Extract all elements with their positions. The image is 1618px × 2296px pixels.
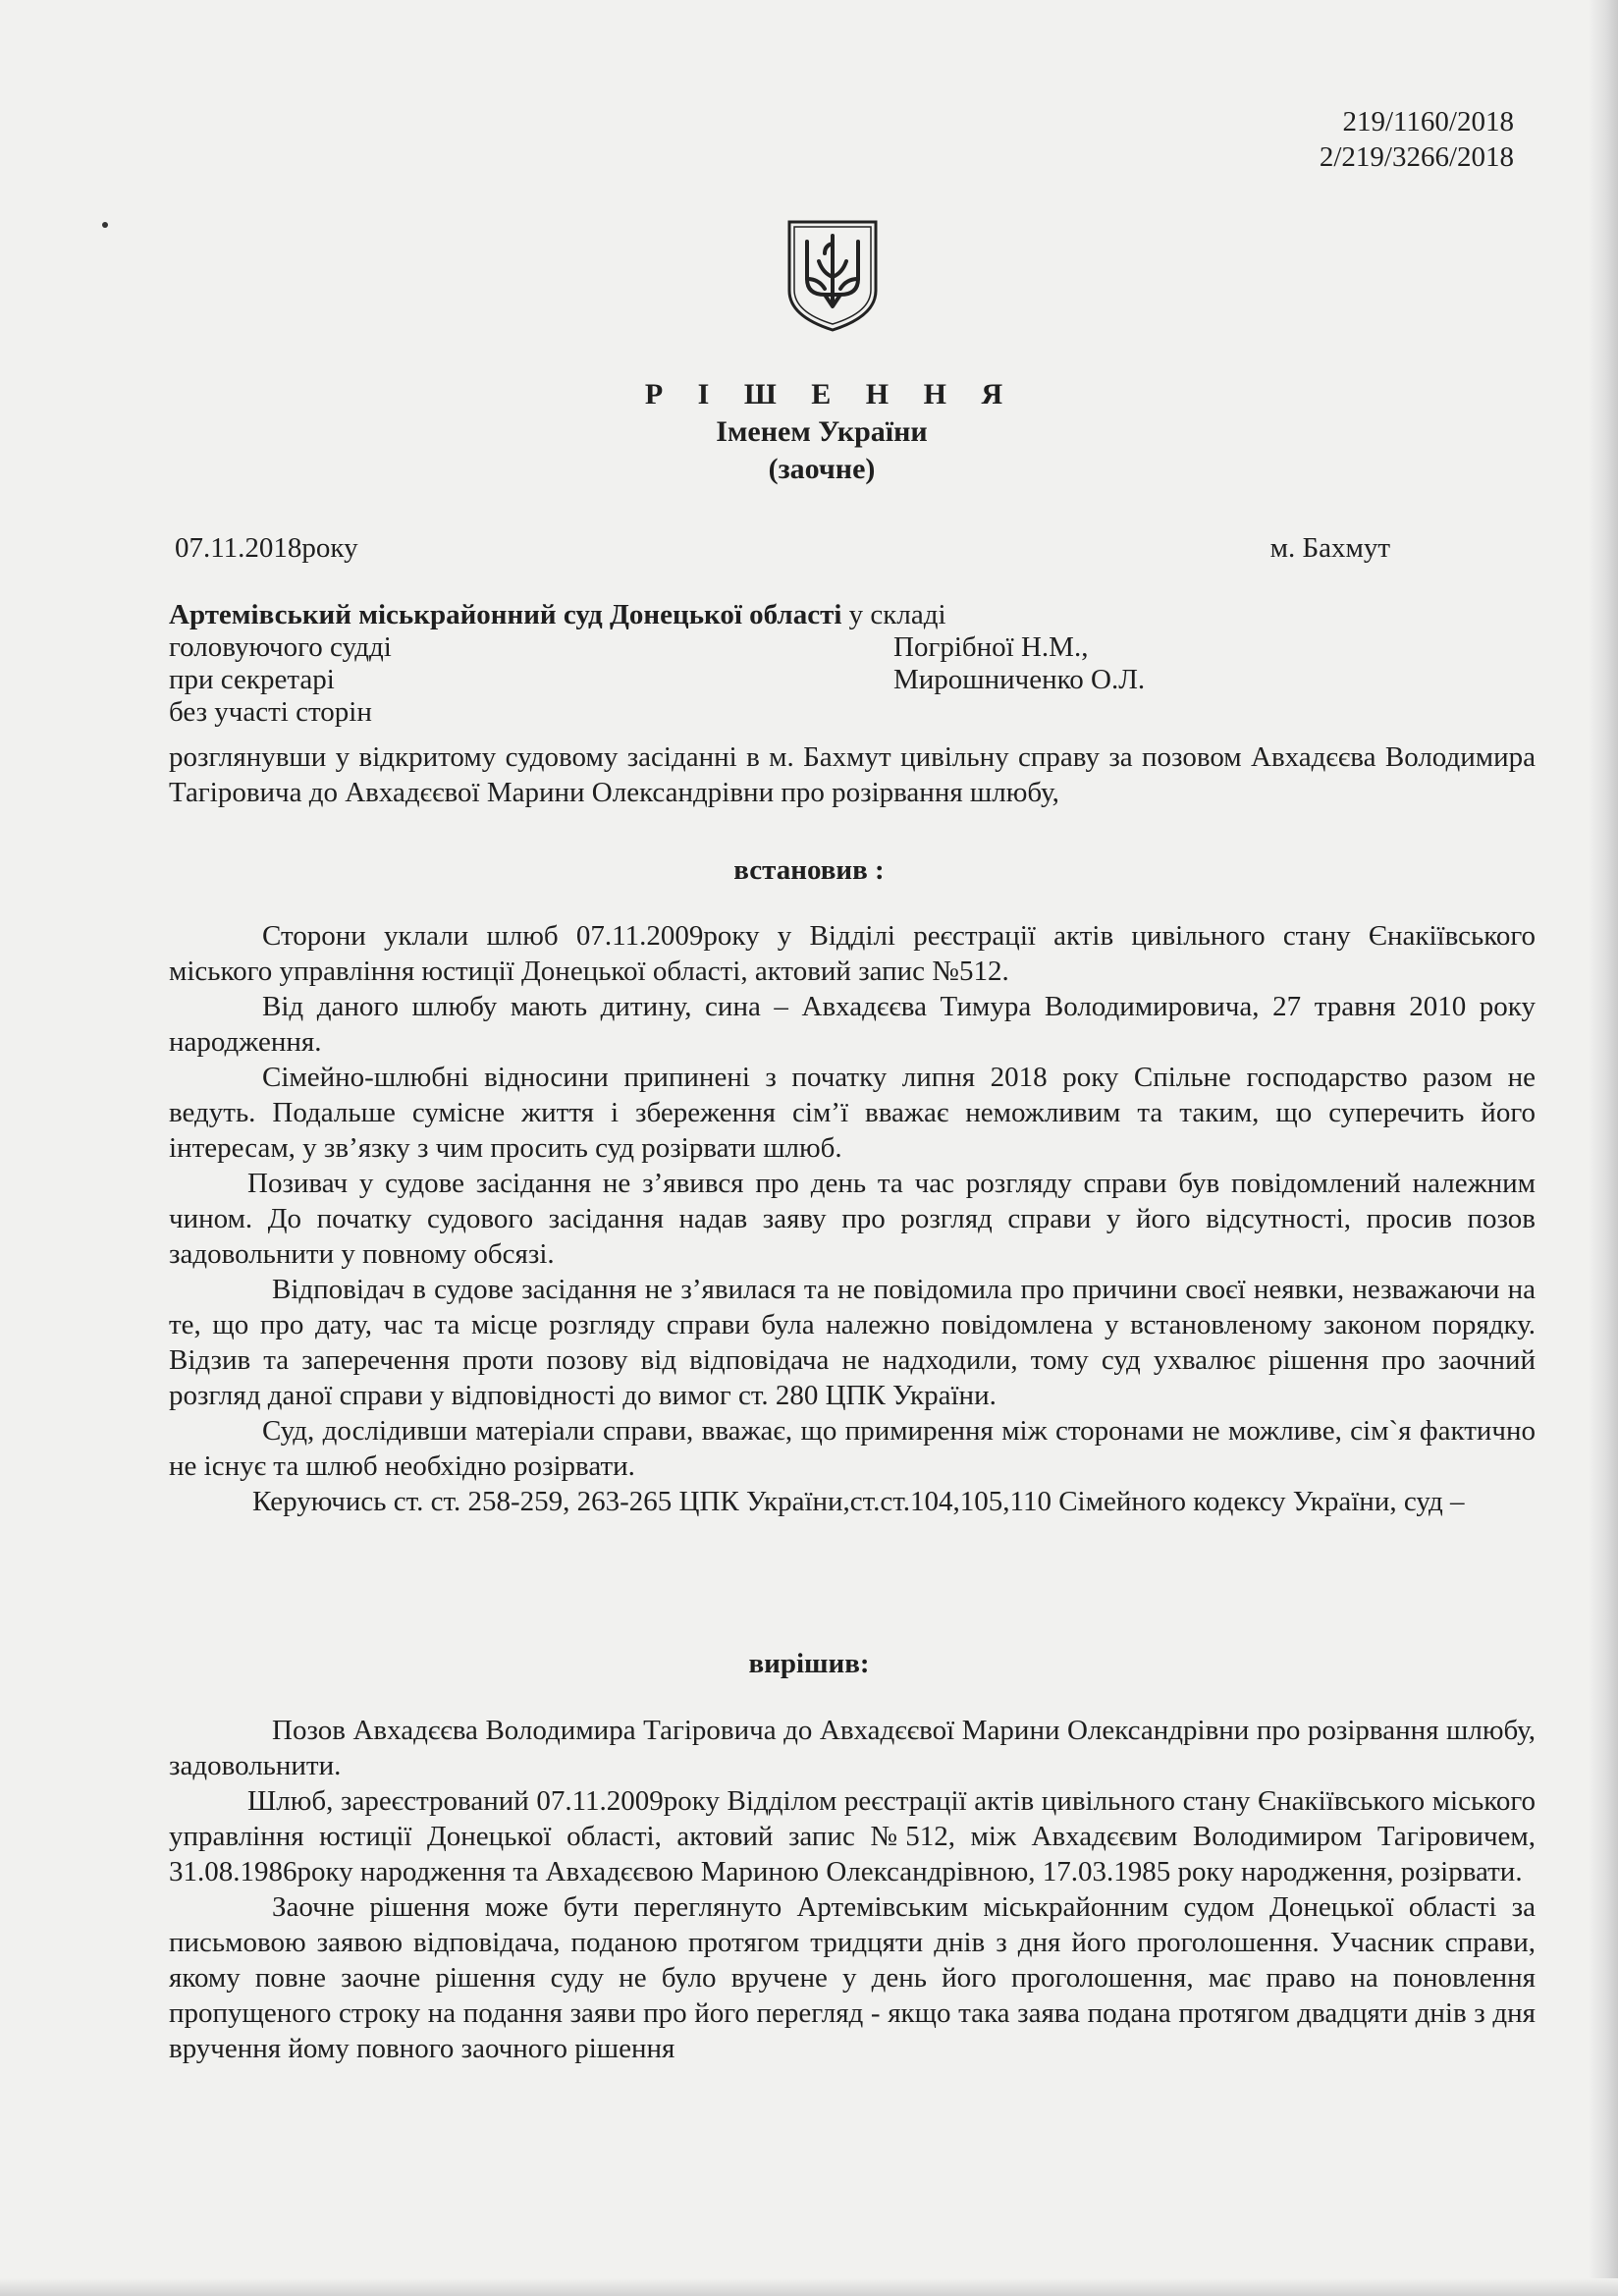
court-name: Артемівський міськрайонний суд Донецької області bbox=[169, 599, 842, 630]
title-in-name-of-ukraine: Іменем України bbox=[716, 415, 928, 448]
title-in-absentia: (заочне) bbox=[768, 453, 876, 485]
case-number-1: 219/1160/2018 bbox=[1342, 106, 1514, 137]
court-name-line bbox=[169, 599, 1543, 631]
decision-date: 07.11.2018року bbox=[175, 532, 358, 564]
title-decision: Р І Ш Е Н Н Я bbox=[644, 378, 1017, 410]
established-heading: встановив : bbox=[733, 854, 885, 886]
intro-paragraph: розглянувши у відкритому судовому засіданні в м. Бахмут цивільну справу за позовом Авхадєєва Володимира Тагіровича до Авхадєєвої Марини Олександрівни про розірвання шлюбу, bbox=[169, 741, 1536, 808]
parties-note: без участі сторін bbox=[169, 696, 372, 728]
court-composition bbox=[169, 599, 1543, 729]
decided-paragraph: Шлюб, зареєстрований 07.11.2009року Відділом реєстрації актів цивільного стану Єнакіївського міського управління юстиції Донецької області, актовий запис №512, між Авхадєєвим Володимиром Тагіровичем, 31.08.1986року народження та Авхадєєвою Мариною Олександрівною, 17.03.1985 року народження, розірвати. bbox=[169, 1785, 1536, 1887]
presiding-label: головуючого судді bbox=[169, 631, 392, 663]
decided-text bbox=[169, 1713, 1536, 2066]
decided-heading: вирішив: bbox=[748, 1648, 870, 1679]
established-text bbox=[169, 918, 1536, 1519]
decided-paragraph: Заочне рішення може бути переглянуто Артемівським міськрайонним судом Донецької області за письмовою заявою відповідача, поданою протягом тридцяти днів з дня його проголошення. Учасник справи, якому повне заочне рішення суду не було вручене у день його проголошення, має право на поновлення пропущеного строку на подання заяви про його перегляд - якщо така заява подана протягом двадцяти днів з дня вручення йому повного заочного рішення bbox=[169, 1891, 1536, 2064]
case-numbers bbox=[1320, 104, 1514, 175]
established-paragraph: Керуючись ст. ст. 258-259, 263-265 ЦПК України,ст.ст.104,105,110 Сімейного кодексу України, суд – bbox=[252, 1486, 1465, 1517]
presiding-judge-row bbox=[169, 631, 1543, 664]
established-paragraph: Позивач у судове засідання не з’явився про день та час розгляду справи був повідомлений належним чином. До початку судового засідання надав заяву про розгляд справи у його відсутності, просив позов задовольнити у повному обсязі. bbox=[169, 1168, 1536, 1270]
presiding-name: Погрібної Н.М., bbox=[893, 631, 1089, 663]
decided-paragraph: Позов Авхадєєва Володимира Тагіровича до Авхадєєвої Марини Олександрівни про розірвання шлюбу, задовольнити. bbox=[169, 1715, 1536, 1781]
established-paragraph: Відповідач в судове засідання не з’явилася та не повідомила про причини своєї неявки, незважаючи на те, що про дату, час та місце розгляду справи була належно повідомлена у встановленому законом порядку. Відзив та заперечення проти позову від відповідача не надходили, тому суд ухвалює рішення про заочний розгляд даної справи у відповідності до вимог ст. 280 ЦПК України. bbox=[169, 1274, 1536, 1411]
decision-place: м. Бахмут bbox=[1269, 532, 1390, 564]
date-place-line bbox=[175, 530, 1390, 566]
scan-shadow-right bbox=[1589, 0, 1618, 2296]
secretary-row bbox=[169, 664, 1543, 696]
trident-coat-of-arms-icon bbox=[785, 218, 880, 334]
scan-speck bbox=[102, 222, 108, 228]
established-paragraph: Суд, дослідивши матеріали справи, вважає, що примирення між сторонами не можливе, сім`я фактично не існує та шлюб необхідно розірвати. bbox=[169, 1415, 1536, 1482]
scan-shadow-bottom bbox=[0, 2278, 1618, 2296]
established-paragraph: Від даного шлюбу мають дитину, сина – Авхадєєва Тимура Володимировича, 27 травня 2010 року народження. bbox=[169, 991, 1536, 1058]
secretary-label: при секретарі bbox=[169, 664, 335, 695]
established-paragraph: Сторони уклали шлюб 07.11.2009року у Відділі реєстрації актів цивільного стану Єнакіївського міського управління юстиції Донецької області, актовий запис №512. bbox=[169, 920, 1536, 987]
secretary-name: Мирошниченко О.Л. bbox=[893, 664, 1146, 695]
case-number-2: 2/219/3266/2018 bbox=[1319, 141, 1514, 173]
decision-title bbox=[0, 376, 1618, 488]
established-paragraph: Сімейно-шлюбні відносини припинені з початку липня 2018 року Спільне господарство разом не ведуть. Подальше сумісне життя і збереження сім’ї вважає неможливим та таким, що суперечить його інтересам, у зв’язку з чим просить суд розірвати шлюб. bbox=[169, 1062, 1536, 1164]
court-composition-label: у складі bbox=[848, 599, 946, 630]
